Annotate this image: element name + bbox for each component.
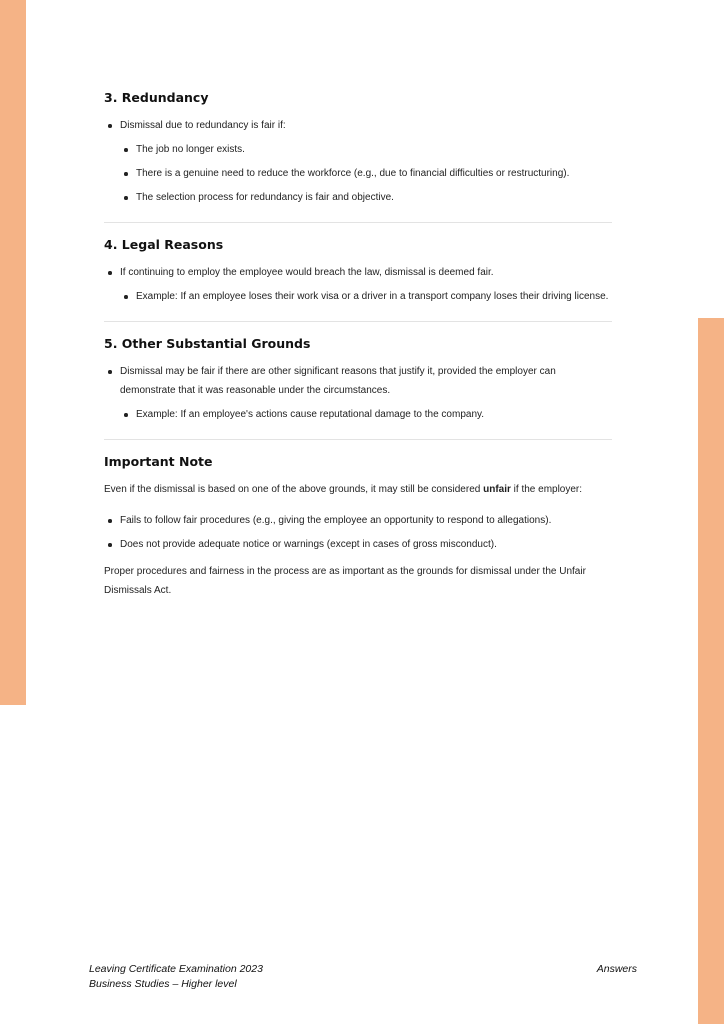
right-accent-bar [698, 318, 724, 1024]
closing-paragraph: Proper procedures and fairness in the process are as important as the grounds for dismissal under the Unfair Dismissals Act. [104, 566, 586, 596]
left-accent-bar [0, 0, 26, 705]
document-body [104, 90, 612, 608]
section-redundancy [104, 90, 612, 220]
footer-section-label: Answers [596, 963, 637, 975]
sub-list-item: Example: If an employee's actions cause reputational damage to the company. [120, 405, 612, 424]
section-heading: 3. Redundancy [104, 90, 209, 105]
bullet-text: If continuing to employ the employee would breach the law, dismissal is deemed fair. [120, 267, 494, 278]
sub-list-item: There is a genuine need to reduce the workforce (e.g., due to financial difficulties or restructuring). [120, 164, 612, 183]
note-intro-text: Even if the dismissal is based on one of the above grounds, it may still be considered [104, 484, 484, 495]
bullet-text: Dismissal due to redundancy is fair if: [120, 120, 286, 131]
list-item [104, 116, 612, 207]
note-intro [104, 480, 612, 499]
section-other-grounds [104, 336, 612, 437]
footer-exam-info [89, 962, 263, 992]
footer-exam-title: Leaving Certificate Examination 2023 [89, 963, 263, 975]
bullet-text: Dismissal may be fair if there are other significant reasons that justify it, provided the employer can demonstrate that it was reasonable under the circumstances. [120, 366, 556, 396]
sub-list-item: Example: If an employee loses their work visa or a driver in a transport company loses their driving license. [120, 287, 612, 306]
list-item [104, 263, 612, 306]
list-item [104, 362, 612, 424]
sub-list-item: The selection process for redundancy is fair and objective. [120, 188, 612, 207]
note-intro-emphasis: unfair [483, 484, 511, 495]
list-item: Does not provide adequate notice or warnings (except in cases of gross misconduct). [104, 535, 612, 554]
footer-subject-level: Business Studies – Higher level [89, 978, 237, 990]
sub-list-item: The job no longer exists. [120, 140, 612, 159]
section-heading: 4. Legal Reasons [104, 237, 224, 252]
section-heading: Important Note [104, 454, 213, 469]
section-legal-reasons [104, 237, 612, 319]
note-intro-text-end: if the employer: [510, 484, 583, 495]
section-important-note [104, 454, 612, 608]
list-item: Fails to follow fair procedures (e.g., giving the employee an opportunity to respond to allegations). [104, 511, 612, 530]
divider [104, 222, 612, 223]
divider [104, 439, 612, 440]
section-heading: 5. Other Substantial Grounds [104, 336, 311, 351]
divider [104, 321, 612, 322]
